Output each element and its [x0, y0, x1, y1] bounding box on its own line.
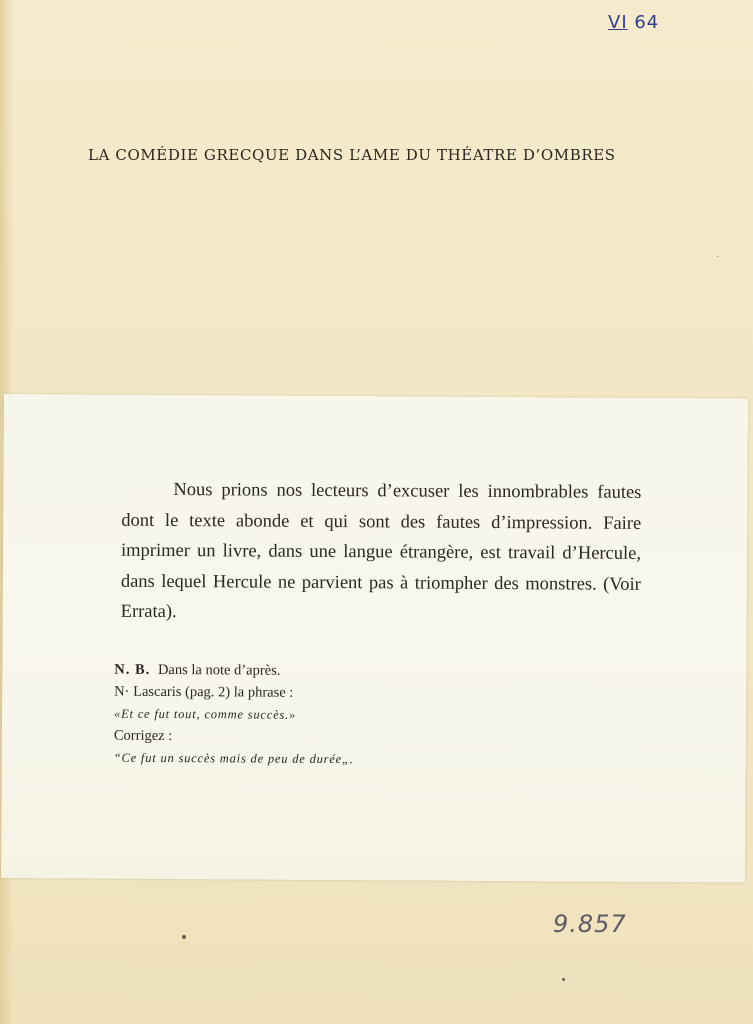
margin-tick-mark: · [716, 252, 720, 263]
errata-slip [1, 394, 748, 883]
accession-number: 9.857 [553, 910, 627, 938]
nb-line-1-text: Dans la note d’après. [157, 661, 281, 679]
nb-label: N. B. [114, 661, 151, 678]
paper-speck [562, 978, 565, 981]
nota-bene-block [114, 659, 575, 772]
nb-line-1 [114, 659, 574, 684]
nb-line-2: N· Lascaris (pag. 2) la phrase : [114, 683, 294, 701]
book-title: LA COMÉDIE GRECQUE DANS L’AME DU THÉATRE D’OMBRES [88, 146, 616, 164]
nb-quote-right: “Ce fut un succès mais de peu de durée„. [113, 750, 354, 767]
nb-quote-wrong: «Et ce fut tout, comme succès.» [114, 706, 297, 722]
nb-correct-label: Corrigez : [113, 727, 173, 745]
paper-speck [182, 935, 186, 939]
shelfmark-number: 64 [634, 12, 660, 33]
shelfmark-roman: VI [608, 12, 628, 33]
notice-paragraph: Nous prions nos lecteurs d’excuser les innombrables fautes dont le texte abonde et qui sont des fautes d’impression. Faire imprimer un livre, dans une langue étrangère, est travail d’Hercule, dans lequel Hercule ne parvient pas à triompher des monstres. (Voir Errata). [120, 480, 642, 623]
shelfmark-annotation [608, 12, 659, 33]
